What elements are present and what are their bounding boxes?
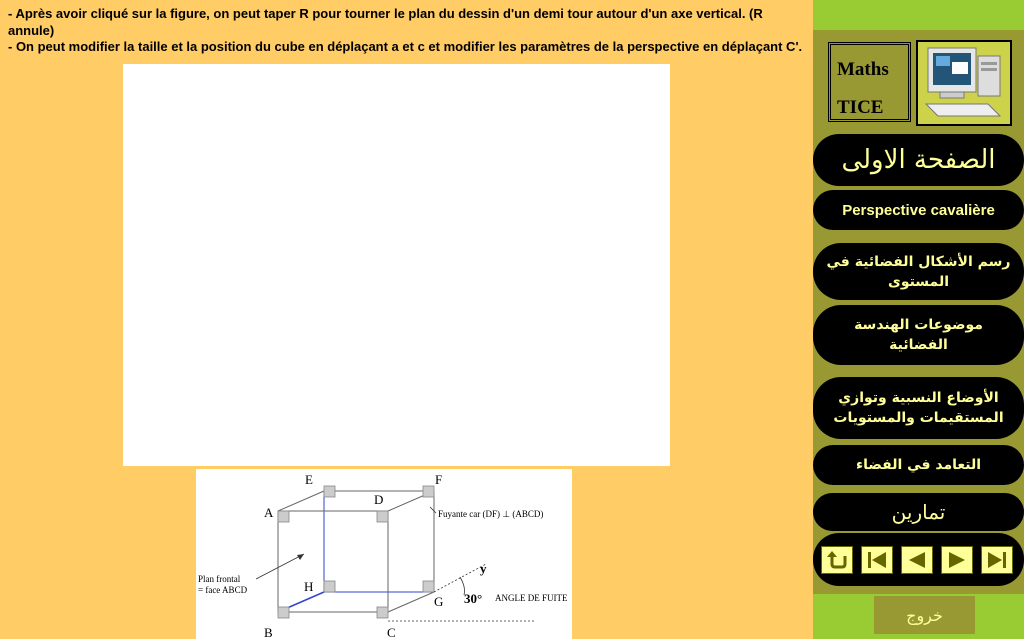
vertex-f-label: F — [435, 472, 443, 487]
vertex-c-label: C — [387, 625, 396, 639]
nav-drawing-spatial-shapes[interactable]: رسم الأشكال الفضائية في المستوى — [813, 243, 1024, 300]
nav-relative-positions[interactable]: الأوضاع النسبية وتوازي المستقيمات والمستويات — [813, 377, 1024, 439]
previous-icon[interactable] — [901, 546, 933, 574]
nav-exercises[interactable]: تمارين — [813, 493, 1024, 531]
logo-line-2: TICE — [837, 97, 884, 118]
sidebar — [813, 0, 1024, 639]
computer-icon — [916, 40, 1012, 126]
return-icon[interactable] — [821, 546, 853, 574]
instructions-text — [8, 6, 808, 56]
nav-perspective-cavaliere[interactable]: Perspective cavalière — [813, 190, 1024, 230]
next-icon[interactable] — [941, 546, 973, 574]
first-icon[interactable] — [861, 546, 893, 574]
fuyante-annotation: Fuyante car (DF) ⊥ (ABCD) — [438, 509, 544, 519]
plan-frontal-line-2: = face ABCD — [198, 585, 248, 595]
y-axis-label: y — [480, 561, 487, 576]
instruction-line-2: - On peut modifier la taille et la position du cube en déplaçant a et c et modifier les paramètres de la perspective en déplaçant C'. — [8, 39, 803, 54]
nav-home[interactable]: الصفحة الاولى — [813, 134, 1024, 186]
vertex-e-label: E — [305, 472, 313, 487]
vertex-d-label: D — [374, 492, 384, 507]
vertex-b-label: B — [264, 625, 273, 639]
vertex-h-label: H — [304, 579, 314, 594]
plan-frontal-line-1: Plan frontal — [198, 574, 241, 584]
logo-line-1: Maths — [837, 59, 889, 80]
exit-button[interactable]: خروج — [874, 596, 975, 634]
navigation-controls — [813, 533, 1024, 586]
angle-value: 30° — [464, 591, 483, 606]
last-icon[interactable] — [981, 546, 1013, 574]
sidebar-top-band — [813, 0, 1024, 30]
cube-diagram — [196, 469, 572, 639]
cube-perspective-figure — [196, 469, 572, 639]
vertex-g-label: G — [434, 594, 444, 609]
nav-orthogonality-in-space[interactable]: التعامد في الفضاء — [813, 445, 1024, 485]
vertex-a-label: A — [264, 505, 274, 520]
nav-space-geometry-topics[interactable]: موضوعات الهندسة الفضائية — [813, 305, 1024, 365]
angle-label: ANGLE DE FUITE — [495, 593, 568, 603]
geometry-applet-canvas[interactable] — [123, 64, 670, 466]
instruction-line-1: - Après avoir cliqué sur la figure, on peut taper R pour tourner le plan du dessin d'un demi tour autour d'un axe vertical. (R annule) — [8, 6, 763, 38]
maths-tice-logo — [828, 42, 911, 122]
